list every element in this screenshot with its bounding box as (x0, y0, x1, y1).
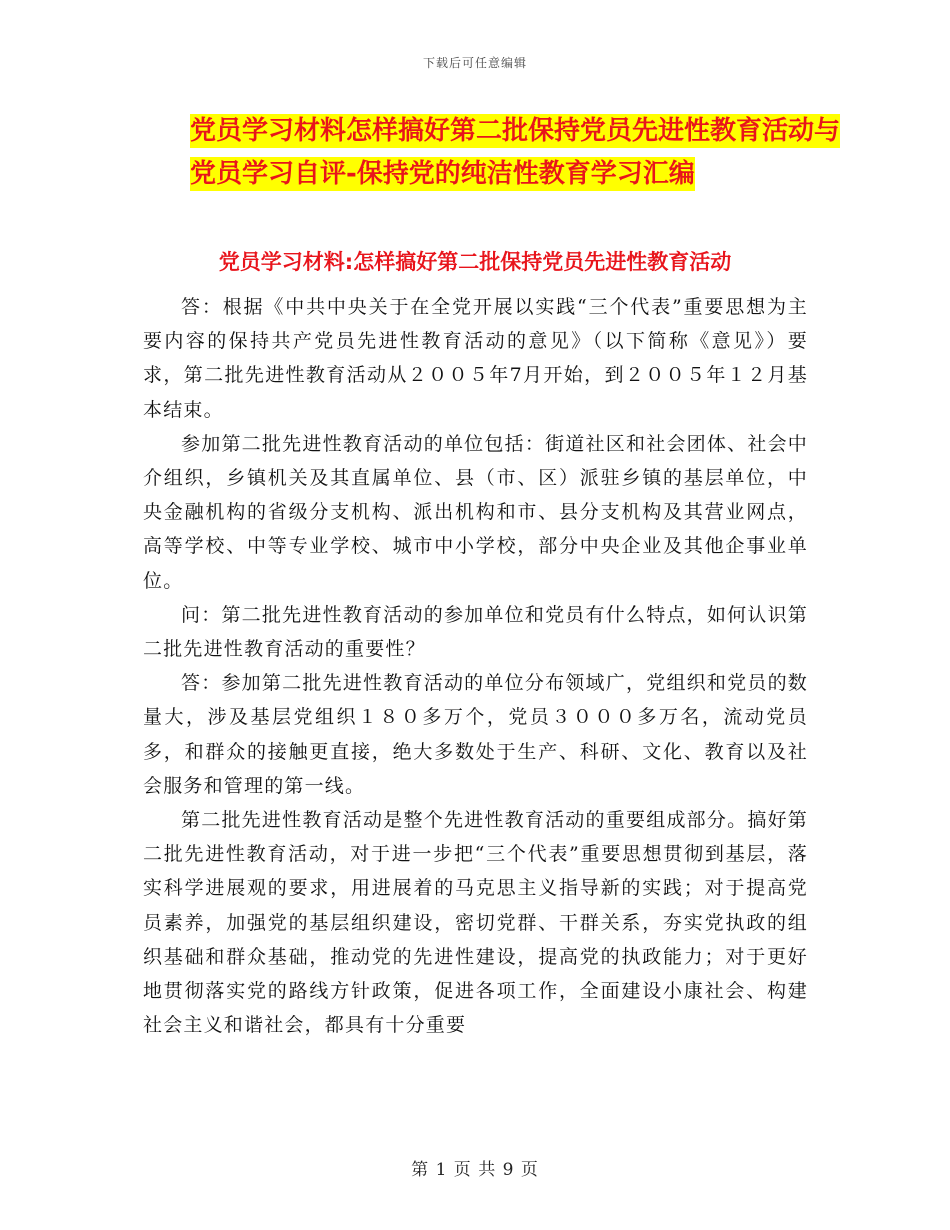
paragraph: 问：第二批先进性教育活动的参加单位和党员有什么特点，如何认识第二批先进性教育活动的重要性？ (143, 603, 808, 661)
paragraph: 答：根据《中共中央关于在全党开展以实践“三个代表”重要思想为主要内容的保持共产党员先进性教育活动的意见》（以下简称《意见》）要求，第二批先进性教育活动从２００５年7月开始，到２００５年１２月基本结束。 (143, 296, 808, 421)
paragraph: 第二批先进性教育活动是整个先进性教育活动的重要组成部分。搞好第二批先进性教育活动，对于进一步把“三个代表”重要思想贯彻到基层，落实科学进展观的要求，用进展着的马克思主义指导新的实践；对于提高党员素养，加强党的基层组织建设，密切党群、干群关系，夯实党执政的组织基础和群众基础，推动党的先进性建设，提高党的执政能力；对于更好地贯彻落实党的路线方针政策，促进各项工作，全面建设小康社会、构建社会主义和谐社会，都具有十分重要 (143, 809, 808, 1037)
section-title: 党员学习材料:怎样搞好第二批保持党员先进性教育活动 (218, 250, 732, 274)
paragraph: 答：参加第二批先进性教育活动的单位分布领域广，党组织和党员的数量大，涉及基层党组织１８０多万个，党员３０００多万名，流动党员多，和群众的接触更直接，绝大多数处于生产、科研、文化、教育以及社会服务和管理的第一线。 (143, 672, 808, 797)
document-title-text: 党员学习材料怎样搞好第二批保持党员先进性教育活动与党员学习自评-保持党的纯洁性教育学习汇编 (190, 116, 841, 189)
page-number: 第 1 页 共 9 页 (411, 1160, 539, 1180)
document-body (143, 290, 808, 1042)
header-note: 下载后可任意编辑 (422, 56, 527, 70)
document-title (190, 110, 840, 196)
paragraph: 参加第二批先进性教育活动的单位包括：街道社区和社会团体、社会中介组织，乡镇机关及其直属单位、县（市、区）派驻乡镇的基层单位，中央金融机构的省级分支机构、派出机构和市、县分支机构及其营业网点，高等学校、中等专业学校、城市中小学校，部分中央企业及其他企事业单位。 (143, 432, 808, 592)
